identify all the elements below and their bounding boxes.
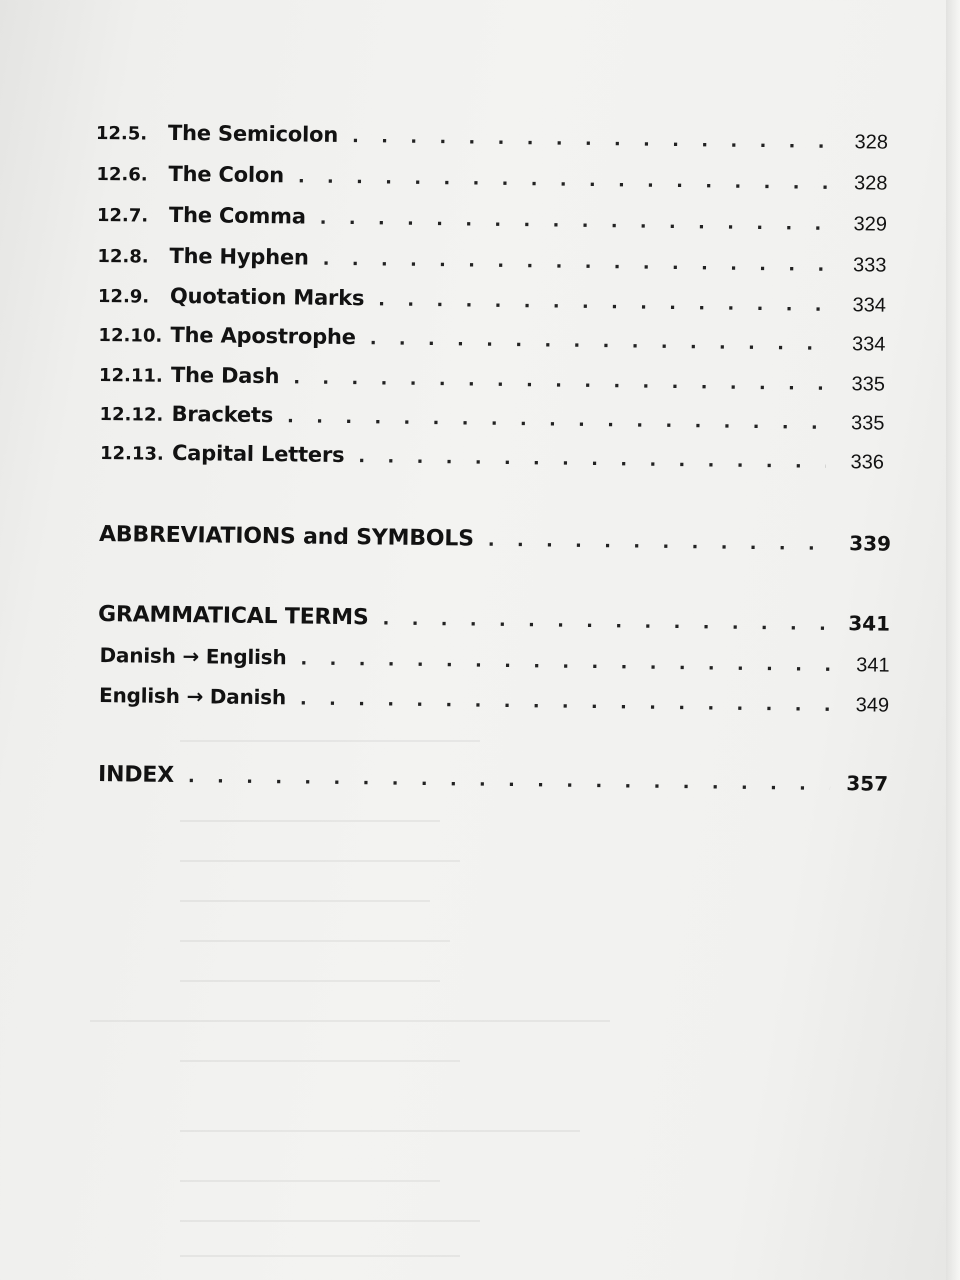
page-number: 336 <box>850 451 885 474</box>
page-number: 335 <box>850 412 885 435</box>
toc-entry-12-6[interactable] <box>96 161 887 196</box>
section-number: 12.13. <box>99 443 164 465</box>
page-number: 339 <box>849 531 892 556</box>
chapter-title: ABBREVIATIONS and SYMBOLS <box>98 522 474 552</box>
section-number: 12.5. <box>95 122 148 145</box>
toc-entry-12-11[interactable] <box>99 362 885 397</box>
subsection-title: Danish → English <box>99 643 287 670</box>
toc-entry-12-7[interactable] <box>97 202 887 237</box>
page-number: 341 <box>856 654 890 677</box>
dot-leader <box>300 648 831 675</box>
toc-entry-index[interactable] <box>98 762 888 797</box>
dot-leader <box>488 530 833 555</box>
page-number: 334 <box>852 294 887 317</box>
section-title: The Colon <box>168 161 285 188</box>
section-title: The Comma <box>168 202 306 229</box>
section-title: The Apostrophe <box>170 322 356 350</box>
dot-leader <box>300 688 831 715</box>
dot-leader <box>370 328 828 355</box>
toc-entry-12-8[interactable] <box>97 243 886 278</box>
dot-leader <box>287 406 827 434</box>
toc-entry-12-5[interactable] <box>96 120 888 155</box>
dot-leader <box>358 446 826 473</box>
dot-leader <box>378 289 828 315</box>
page-number: 335 <box>851 373 886 396</box>
chapter-title: INDEX <box>97 762 175 788</box>
section-number: 12.6. <box>96 163 148 186</box>
section-title: Quotation Marks <box>169 283 365 311</box>
section-number: 12.7. <box>96 204 149 227</box>
section-number: 12.8. <box>97 245 149 268</box>
section-title: The Dash <box>170 362 280 389</box>
page-number: 333 <box>852 254 887 277</box>
chapter-title: GRAMMATICAL TERMS <box>97 602 369 631</box>
section-number: 12.12. <box>99 404 164 426</box>
dot-leader <box>298 166 830 193</box>
section-title: Capital Letters <box>171 440 345 468</box>
dot-leader <box>320 208 829 235</box>
page-number: 328 <box>853 172 888 195</box>
page-number: 357 <box>846 771 889 796</box>
section-title: Brackets <box>171 401 274 428</box>
page-number: 328 <box>854 131 889 154</box>
dot-leader <box>293 367 827 395</box>
subsection-title: English → Danish <box>98 683 287 710</box>
dot-leader <box>382 608 832 634</box>
section-title: The Semicolon <box>167 120 339 147</box>
dot-leader <box>188 766 830 795</box>
toc-entry-12-10[interactable] <box>98 322 885 357</box>
toc-entry-12-13[interactable] <box>100 440 884 475</box>
toc-entry-grammatical-terms[interactable] <box>98 602 890 637</box>
toc-entry-danish-english[interactable] <box>99 643 889 678</box>
page-number: 334 <box>851 333 886 356</box>
page-number: 349 <box>855 694 890 717</box>
section-number: 12.11. <box>98 365 163 387</box>
toc-entry-english-danish[interactable] <box>99 683 889 718</box>
toc-entry-12-9[interactable] <box>98 283 886 318</box>
section-number: 12.10. <box>98 324 163 347</box>
page-number: 341 <box>848 611 891 636</box>
dot-leader <box>323 249 829 276</box>
page-number: 329 <box>853 213 888 236</box>
page-edge-shadow <box>946 0 960 1280</box>
toc-entry-abbreviations[interactable] <box>99 522 891 557</box>
dot-leader <box>352 126 830 153</box>
section-number: 12.9. <box>97 285 150 308</box>
toc-entry-12-12[interactable] <box>99 401 884 436</box>
section-title: The Hyphen <box>169 243 309 270</box>
